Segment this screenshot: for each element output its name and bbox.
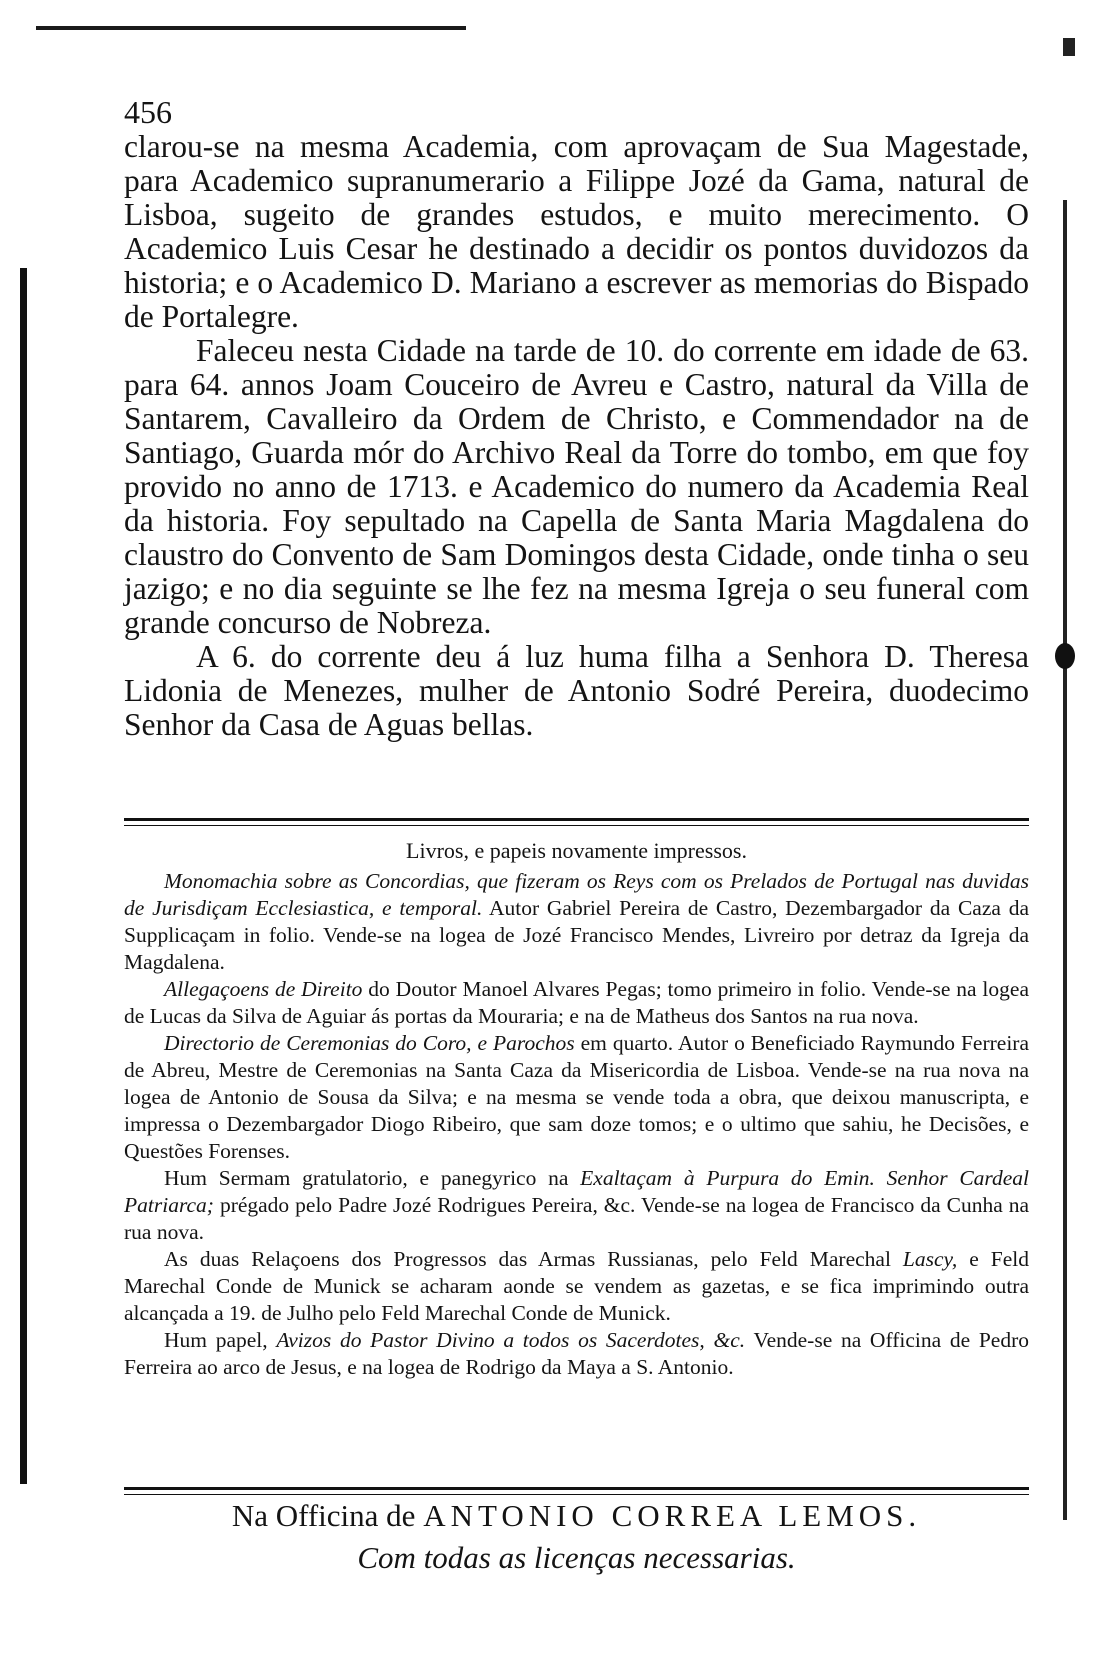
book-details: prégado pelo Padre Jozé Rodrigues Pereira, &c. Vende-se na logea de Francisco da Cunha na rua nova. [124,1193,1029,1244]
section-divider [124,818,1029,821]
book-prefix: As duas Relaçoens dos Progressos das Armas Russianas, pelo Feld Marechal [164,1247,891,1271]
book-entry [124,1246,1029,1327]
book-prefix: Hum Sermam gratulatorio, e panegyrico na [164,1166,569,1190]
news-body [124,130,1029,742]
book-title: Directorio de Ceremonias do Coro, e Parochos [164,1031,575,1055]
imprint-prefix: Na Officina de [231,1498,416,1533]
top-rule [36,26,466,30]
book-title: Exaltaçam à Purpura do Emin. Senhor Cardeal Patriarca; [124,1166,1030,1217]
books-heading: Livros, e papeis novamente impressos. [406,838,747,863]
book-title: Allegaçoens de Direito [164,977,363,1001]
imprint-printer: ANTONIO CORREA LEMOS. [423,1498,922,1533]
book-entry [124,868,1029,976]
imprint-divider [124,1487,1029,1490]
imprint [124,1498,1029,1534]
imprint-licence: Com todas as licenças necessarias. [357,1540,796,1575]
book-details: e Feld Marechal Conde de Munick se acharam aonde se vendem as gazetas, e se fica imprimindo outra alcançada a 19. de Julho pelo Feld Marechal Conde de Munick. [124,1247,1029,1325]
left-margin-line [20,268,27,1484]
book-title: Lascy, [902,1247,958,1271]
book-entry [124,1165,1029,1246]
book-details: do Doutor Manoel Alvares Pegas; tomo primeiro in folio. Vende-se na logea de Lucas da Silva de Aguiar ás portas da Mouraria; e na de Matheus dos Santos na rua nova. [124,977,1029,1028]
page-number: 456 [124,94,172,130]
book-details: Autor Gabriel Pereira de Castro, Dezembargador da Caza da Supplicaçam in folio. Vende-se na logea de Jozé Francisco Mendes, Livreiro por detraz da Igreja da Magdalena. [124,896,1029,974]
right-margin-line [1063,200,1067,1520]
paragraph-birth: A 6. do corrente deu á luz huma filha a Senhora D. Theresa Lidonia de Menezes, mulher de Antonio Sodré Pereira, duodecimo Senhor da Casa de Aguas bellas. [124,639,1029,742]
paragraph-obituary: Faleceu nesta Cidade na tarde de 10. do corrente em idade de 63. para 64. annos Joam Couceiro de Avreu e Castro, natural da Villa de Santarem, Cavalleiro da Ordem de Christo, e Commendador na de Santiago, Guarda mór do Archivo Real da Torre do tombo, em que foy provido no anno de 1713. e Academico do numero da Academia Real da historia. Foy sepultado na Capella de Santa Maria Magdalena do claustro do Convento de Sam Domingos desta Cidade, onde tinha o seu jazigo; e no dia seguinte se lhe fez na mesma Igreja o seu funeral com grande concurso de Nobreza. [124,333,1029,640]
books-list [124,868,1029,1381]
book-details: em quarto. Autor o Beneficiado Raymundo Ferreira de Abreu, Mestre de Ceremonias na Santa Caza da Misericordia de Lisboa. Vende-se na rua nova na logea de Antonio de Sousa da Silva; e na mesma se vende toda a obra, que deixou manuscripta, e impressa o Dezembargador Diogo Ribeiro, que sam doze tomos; e o ultimo que sahiu, he Decisões, e Questões Forenses. [124,1031,1030,1163]
book-entry [124,1030,1029,1165]
paragraph-academia: clarou-se na mesma Academia, com aprovaçam de Sua Magestade, para Academico supranumerario a Filippe Jozé da Gama, natural de Lisboa, sugeito de grandes estudos, e muito merecimento. O Academico Luis Cesar he destinado a decidir os pontos duvidozos da historia; e o Academico D. Mariano a escrever as memorias do Bispado de Portalegre. [124,129,1029,334]
book-title: Avizos do Pastor Divino a todos os Sacerdotes, &c. [276,1328,746,1352]
book-prefix: Hum papel, [164,1328,268,1352]
book-entry [124,976,1029,1030]
book-title: Monomachia sobre as Concordias, que fizeram os Reys com os Prelados de Portugal nas duvidas de Jurisdiçam Ecclesiastica, e temporal. [124,869,1029,920]
book-details: Vende-se na Officina de Pedro Ferreira ao arco de Jesus, e na logea de Rodrigo da Maya a S. Antonio. [124,1328,1029,1379]
book-entry [124,1327,1029,1381]
corner-mark [1063,38,1075,56]
margin-dot [1055,643,1075,669]
